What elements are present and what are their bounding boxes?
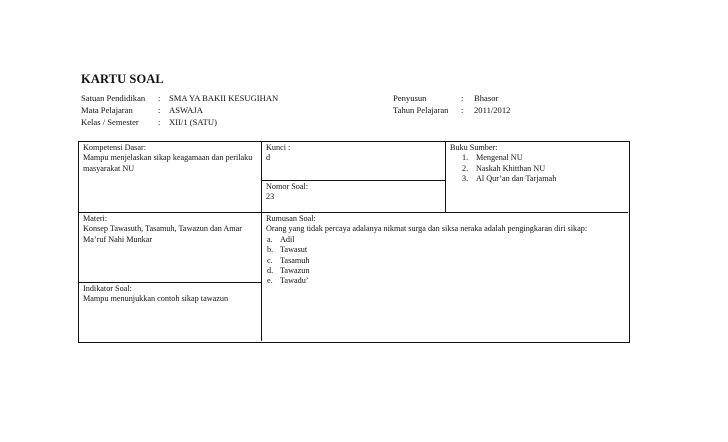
- info-value: ASWAJA: [169, 105, 203, 115]
- rumusan-cell: [262, 213, 628, 341]
- option-text: Tawazun: [280, 266, 310, 276]
- buku-label: Buku Sumber:: [450, 143, 498, 152]
- kompetensi-cell: [79, 142, 261, 212]
- info-row-kelas: [81, 116, 278, 128]
- option-text: Adil: [280, 234, 295, 244]
- indikator-label: Indikator Soal:: [83, 284, 132, 293]
- info-value: 2011/2012: [474, 105, 511, 115]
- info-row-tahun: [393, 104, 510, 116]
- option-letter: d.: [267, 266, 274, 276]
- nomor-label: Nomor Soal:: [266, 182, 309, 191]
- list-text: Naskah Khitthan NU: [476, 163, 546, 173]
- info-colon: :: [158, 105, 161, 115]
- kompetensi-label: Kompetensi Dasar:: [83, 143, 146, 152]
- option-item: [266, 266, 624, 276]
- option-letter: b.: [267, 245, 274, 255]
- header-info-left: [81, 92, 278, 128]
- page-title: KARTU SOAL: [81, 72, 164, 86]
- option-item: [266, 256, 624, 266]
- list-number: 2.: [462, 163, 469, 173]
- info-value: Bhasor: [474, 93, 499, 103]
- nomor-cell: [262, 181, 445, 212]
- materi-cell: [79, 213, 261, 282]
- rumusan-label: Rumusan Soal:: [266, 214, 316, 223]
- header-info-right: [393, 92, 510, 116]
- info-label: Tahun Pelajaran: [393, 105, 449, 115]
- info-colon: :: [158, 93, 161, 103]
- info-value: XII/1 (SATU): [169, 117, 217, 127]
- option-item: [266, 235, 624, 245]
- info-label: Satuan Pendidikan: [81, 93, 146, 103]
- list-text: Al Qur’an dan Tarjamah: [476, 174, 557, 184]
- kunci-cell: [262, 142, 445, 180]
- option-letter: e.: [267, 276, 273, 286]
- info-colon: :: [461, 93, 464, 103]
- list-item: [462, 164, 625, 174]
- kunci-label: Kunci :: [266, 143, 291, 152]
- info-value: SMA YA BAKII KESUGIHAN: [169, 93, 279, 103]
- options-list: [266, 235, 624, 287]
- option-item: [266, 276, 624, 286]
- info-colon: :: [461, 105, 464, 115]
- kompetensi-text: Mampu menjelaskan sikap keagamaan dan perilaku masyarakat NU: [83, 153, 253, 173]
- buku-cell: [446, 142, 629, 212]
- info-label: Mata Pelajaran: [81, 105, 133, 115]
- indikator-cell: [79, 283, 261, 341]
- list-number: 3.: [462, 174, 469, 184]
- option-text: Tasamuh: [280, 255, 310, 265]
- kunci-value: d: [266, 153, 271, 163]
- info-colon: :: [158, 117, 161, 127]
- info-label: Kelas / Semester: [81, 117, 139, 127]
- materi-text: Konsep Tawasuth, Tasamuh, Tawazun dan Amar Ma’ruf Nahi Munkar: [83, 224, 243, 244]
- indikator-text: Mampu menunjukkan contoh sikap tawazun: [83, 294, 229, 304]
- list-number: 1.: [462, 153, 469, 163]
- nomor-value: 23: [266, 192, 275, 202]
- info-row-mapel: [81, 104, 278, 116]
- rumusan-question: Orang yang tidak percaya adalanya nikmat surga dan siksa neraka adalah pengingkaran diri sikap:: [266, 224, 588, 234]
- list-text: Mengenal NU: [476, 153, 523, 163]
- list-item: [462, 174, 625, 184]
- question-card: [78, 141, 630, 343]
- info-row-satuan: [81, 92, 278, 104]
- option-text: Tawasut: [280, 245, 308, 255]
- option-text: Tawadu’: [280, 276, 309, 286]
- list-item: [462, 153, 625, 163]
- info-label: Penyusun: [393, 93, 427, 103]
- option-letter: c.: [267, 255, 273, 265]
- option-item: [266, 245, 624, 255]
- materi-label: Materi:: [83, 214, 108, 223]
- buku-list: [462, 153, 625, 184]
- option-letter: a.: [267, 234, 273, 244]
- info-row-penyusun: [393, 92, 510, 104]
